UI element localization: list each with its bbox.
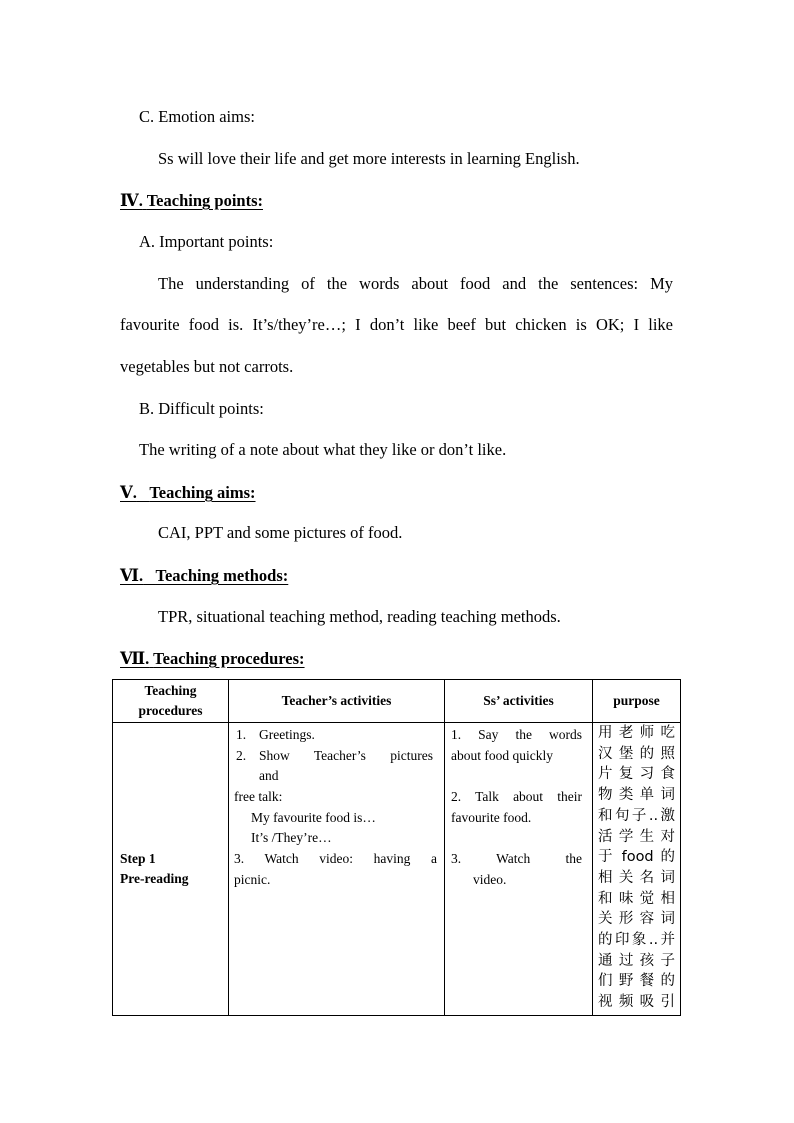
section-v-numeral: Ⅴ. bbox=[120, 483, 137, 502]
teacher-item-1-text: Greetings. bbox=[259, 727, 315, 742]
header-teacher-activities: Teacher’s activities bbox=[229, 680, 445, 723]
section-vi-numeral: Ⅵ. bbox=[120, 566, 144, 585]
ss-item-2-text-cont: favourite food. bbox=[451, 810, 532, 825]
step-cell bbox=[113, 723, 229, 1016]
teaching-methods-text: TPR, situational teaching method, reading teaching methods. bbox=[158, 607, 561, 626]
purpose-line-9: 和味觉相 bbox=[598, 890, 675, 907]
table-row bbox=[113, 723, 681, 1016]
teaching-aims-text: CAI, PPT and some pictures of food. bbox=[158, 523, 403, 542]
purpose-cell bbox=[593, 723, 681, 1016]
section-vii-heading bbox=[120, 649, 305, 669]
important-points-line-3: vegetables but not carrots. bbox=[120, 357, 294, 376]
purpose-line-7: 于 food 的 bbox=[598, 849, 675, 866]
emotion-aims-heading: C. Emotion aims: bbox=[139, 107, 255, 126]
header-procedures-line-1: Teaching bbox=[144, 683, 197, 698]
ss-item-2-text: 2. Talk about their bbox=[451, 789, 582, 804]
section-v-title: Teaching aims: bbox=[149, 483, 256, 502]
section-vii-title: Teaching procedures: bbox=[153, 649, 305, 668]
purpose-line-10: 关形容词 bbox=[598, 911, 675, 928]
header-purpose: purpose bbox=[593, 680, 681, 723]
important-points-line-1: The understanding of the words about food and the sentences: My bbox=[158, 274, 673, 293]
teacher-activities-cell bbox=[229, 723, 445, 1016]
teacher-item-2-number: 2. bbox=[236, 748, 247, 763]
ss-item-3-text: 3. Watch the bbox=[451, 851, 582, 866]
section-v-heading bbox=[120, 483, 256, 503]
header-procedures bbox=[113, 680, 229, 723]
purpose-line-14: 视频吸引 bbox=[598, 994, 675, 1011]
purpose-line-12: 通过孩子 bbox=[598, 952, 675, 969]
teacher-item-3-text: 3. Watch video: having a bbox=[234, 851, 437, 866]
section-vii-numeral: Ⅶ. bbox=[120, 649, 150, 668]
purpose-line-3: 片复习食 bbox=[598, 766, 675, 783]
teacher-item-2-text: Show Teacher’s pictures bbox=[259, 748, 433, 763]
difficult-points-text: The writing of a note about what they like or don’t like. bbox=[139, 440, 507, 459]
important-points-heading: A. Important points: bbox=[139, 232, 274, 251]
teacher-sentence-1: My favourite food is… bbox=[251, 810, 376, 825]
step-name-line-1: Step 1 bbox=[120, 851, 156, 866]
table-header-row bbox=[113, 680, 681, 723]
difficult-points-heading: B. Difficult points: bbox=[139, 399, 264, 418]
ss-activities-cell bbox=[445, 723, 593, 1016]
step-name-line-2: Pre-reading bbox=[120, 871, 189, 886]
ss-item-3-text-cont: video. bbox=[473, 872, 507, 887]
important-points-line-2: favourite food is. It’s/they’re…; I don’t like beef but chicken is OK; I like bbox=[120, 315, 673, 334]
ss-item-1-text-cont: about food quickly bbox=[451, 748, 553, 763]
purpose-line-13: 们野餐的 bbox=[598, 973, 675, 990]
procedures-table bbox=[112, 679, 681, 1016]
teacher-free-talk: free talk: bbox=[234, 789, 283, 804]
section-iv-heading bbox=[120, 191, 263, 211]
section-vi-title: Teaching methods: bbox=[155, 566, 289, 585]
header-ss-activities: Ss’ activities bbox=[445, 680, 593, 723]
purpose-line-2: 汉堡的照 bbox=[598, 745, 675, 762]
teacher-item-1-number: 1. bbox=[236, 727, 247, 742]
purpose-line-1: 用老师吃 bbox=[598, 725, 675, 741]
section-iv-title: Teaching points: bbox=[146, 191, 263, 210]
teacher-item-2-text-cont: and bbox=[259, 768, 279, 783]
teacher-item-3-text-cont: picnic. bbox=[234, 872, 271, 887]
purpose-line-11: 的印象..并 bbox=[598, 932, 675, 948]
section-vi-heading bbox=[120, 566, 288, 586]
header-procedures-line-2: procedures bbox=[138, 703, 203, 718]
ss-item-1-text: 1. Say the words bbox=[451, 727, 582, 742]
teacher-sentence-2: It’s /They’re… bbox=[251, 830, 332, 845]
purpose-line-6: 活学生对 bbox=[598, 828, 675, 845]
purpose-line-5: 和句子..激 bbox=[598, 807, 675, 824]
purpose-line-4: 物类单词 bbox=[598, 787, 675, 804]
section-iv-numeral: Ⅳ. bbox=[120, 191, 143, 210]
purpose-line-8: 相关名词 bbox=[598, 869, 675, 886]
emotion-aims-text: Ss will love their life and get more interests in learning English. bbox=[158, 149, 580, 168]
